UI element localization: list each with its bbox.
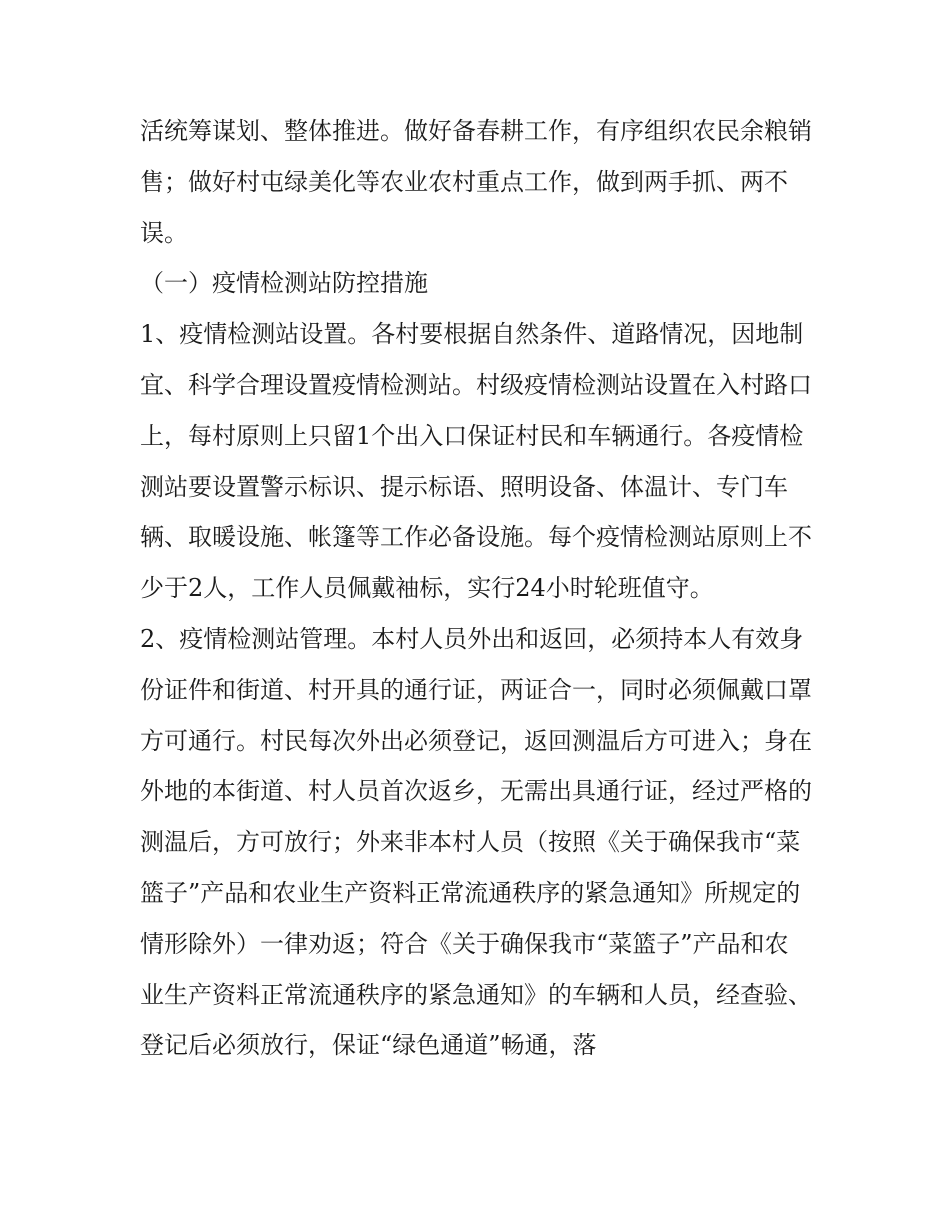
document-body	[140, 106, 812, 1071]
paragraph-station-management: 2、疫情检测站管理。本村人员外出和返回，必须持本人有效身份证件和街道、村开具的通行证，两证合一，同时必须佩戴口罩方可通行。村民每次外出必须登记，返回测温后方可进入；身在外地的本街道、村人员首次返乡，无需出具通行证，经过严格的测温后，方可放行；外来非本村人员（按照《关于确保我市“菜篮子”产品和农业生产资料正常流通秩序的紧急通知》所规定的情形除外）一律劝返；符合《关于确保我市“菜篮子”产品和农业生产资料正常流通秩序的紧急通知》的车辆和人员，经查验、登记后必须放行，保证“绿色通道”畅通，落	[140, 624, 812, 1060]
paragraph-station-setup: 1、疫情检测站设置。各村要根据自然条件、道路情况，因地制宜、科学合理设置疫情检测站。村级疫情检测站设置在入村路口上，每村原则上只留1个出入口保证村民和车辆通行。各疫情检测站要设置警示标识、提示标语、照明设备、体温计、专门车辆、取暖设施、帐篷等工作必备设施。每个疫情检测站原则上不少于2人，工作人员佩戴袖标，实行24小时轮班值守。	[140, 320, 812, 603]
paragraph-continuation: 活统筹谋划、整体推进。做好备春耕工作，有序组织农民余粮销售；做好村屯绿美化等农业农村重点工作，做到两手抓、两不误。	[140, 117, 812, 247]
section-heading: （一）疫情检测站防控措施	[140, 269, 428, 298]
